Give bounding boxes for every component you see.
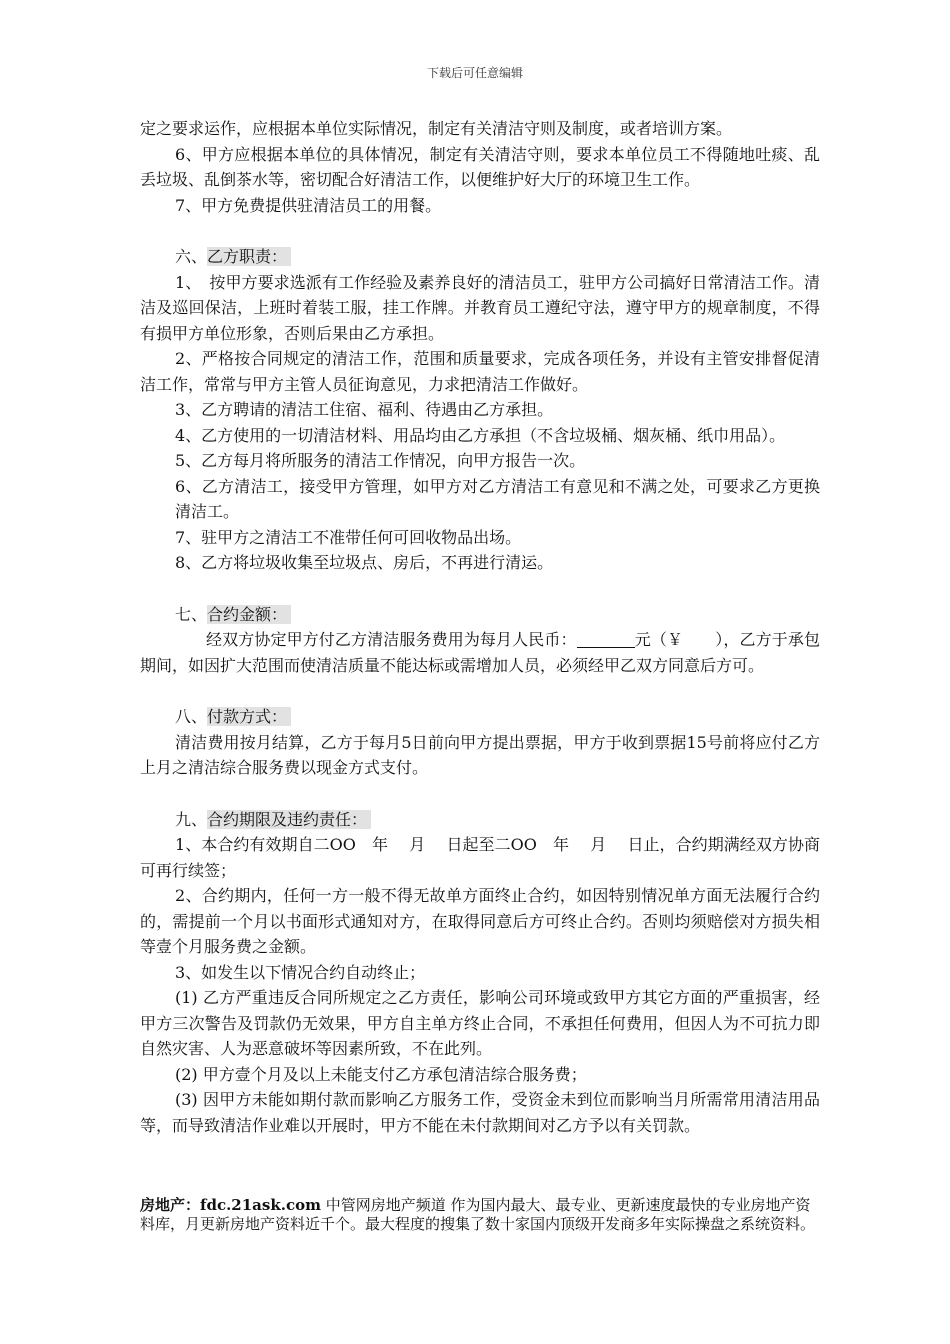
heading-prefix: 六、: [175, 247, 208, 266]
heading-prefix: 九、: [175, 809, 208, 829]
heading-title: 付款方式：: [207, 707, 291, 726]
heading-prefix: 七、: [175, 604, 208, 624]
amount-text-b: 元（￥ ），乙方于承包期间，如因扩大范围而使清洁质量不能达标或需增加人员，必须经甲乙双方同意后方可。: [140, 630, 820, 675]
paragraph-amount: [140, 627, 820, 678]
list-item: (3) 因甲方未能如期付款而影响乙方服务工作，受资金未到位而影响当月所需常用清洁用品等，而导致清洁作业难以开展时，甲方不能在未付款期间对乙方予以有关罚款。: [140, 1090, 820, 1135]
list-item: 6、乙方清洁工，接受甲方管理，如甲方对乙方清洁工有意见和不满之处，可要求乙方更换清洁工。: [175, 476, 820, 521]
list-item: 2、合约期内，任何一方一般不得无故单方面终止合约，如因特别情况单方面无法履行合约的，需提前一个月以书面形式通知对方，在取得同意后方可终止合约。否则均须赔偿对方损失相等壹个月服务费之金额。: [140, 886, 820, 956]
list-item: 7、驻甲方之清洁工不准带任何可回收物品出场。: [175, 527, 522, 547]
heading-title: 乙方职责：: [207, 247, 291, 266]
list-item: 3、乙方聘请的清洁工住宿、福利、待遇由乙方承担。: [175, 400, 554, 419]
section-heading-amount: [175, 602, 820, 628]
list-item: 3、如发生以下情况合约自动终止；: [175, 962, 426, 982]
list-item: 2、严格按合同规定的清洁工作，范围和质量要求，完成各项任务，并设有主管安排督促清洁工作，常常与甲方主管人员征询意见，力求把清洁工作做好。: [140, 349, 820, 394]
heading-title: 合约金额：: [207, 605, 291, 624]
list-item: 7、甲方免费提供驻清洁员工的用餐。: [175, 195, 442, 215]
paragraph: 定之要求运作，应根据本单位实际情况，制定有关清洁守则及制度，或者培训方案。: [140, 119, 733, 138]
amount-text-a: 经双方协定甲方付乙方清洁服务费用为每月人民币：: [206, 630, 577, 649]
list-item: 4、乙方使用的一切清洁材料、用品均由乙方承担（不含垃圾桶、烟灰桶、纸巾用品）。: [175, 425, 786, 445]
list-item: (1) 乙方严重违反合同所规定之乙方责任，影响公司环境或致甲方其它方面的严重损害，经甲方三次警告及罚款仍无效果，甲方自主单方终止合同，不承担任何费用，但因人为不可抗力即自然灾害、人为恶意破坏等因素所致，不在此列。: [140, 988, 820, 1058]
section-heading-payment: [175, 704, 820, 730]
list-item: 6、甲方应根据本单位的具体情况，制定有关清洁守则，要求本单位员工不得随地吐痰、乱丢垃圾、乱倒茶水等，密切配合好清洁工作，以便维护好大厅的环境卫生工作。: [140, 144, 820, 189]
list-item: 1、 按甲方要求选派有工作经验及素养良好的清洁员工，驻甲方公司搞好日常清洁工作。清洁及巡回保洁，上班时着装工服，挂工作牌。并教育员工遵纪守法，遵守甲方的规章制度，不得有损甲方单位形象，否则后果由乙方承担。: [140, 272, 820, 343]
list-item: (2) 甲方壹个月及以上未能支付乙方承包清洁综合服务费；: [175, 1064, 587, 1084]
document-body: [140, 116, 820, 1138]
heading-prefix: 八、: [175, 707, 208, 726]
amount-blank: [577, 631, 635, 648]
list-item: 1、本合约有效期自二OO 年 月 日起至二OO 年 月 日止，合约期满经双方协商可再行续签；: [140, 835, 820, 880]
heading-title: 合约期限及违约责任：: [207, 810, 371, 829]
footer-site-link[interactable]: fdc.21ask.com: [200, 1196, 321, 1214]
footer-note: [140, 1196, 820, 1234]
section-heading-duties: [175, 244, 820, 270]
list-item: 5、乙方每月将所服务的清洁工作情况，向甲方报告一次。: [175, 451, 586, 470]
page-header: 下载后可任意编辑: [426, 66, 523, 80]
footer-label: 房地产：: [140, 1196, 201, 1214]
footer-text: 中管网房地产频道 作为国内最大、最专业、更新速度最快的专业房地产资料库，月更新房地产资料近千个。最大程度的搜集了数十家国内顶级开发商多年实际操盘之系统资料。: [140, 1196, 816, 1233]
list-item: 8、乙方将垃圾收集至垃圾点、房后，不再进行清运。: [175, 553, 554, 572]
section-heading-term: [175, 807, 820, 833]
paragraph: 清洁费用按月结算，乙方于每月5日前向甲方提出票据，甲方于收到票据15号前将应付乙方上月之清洁综合服务费以现金方式支付。: [140, 732, 820, 777]
